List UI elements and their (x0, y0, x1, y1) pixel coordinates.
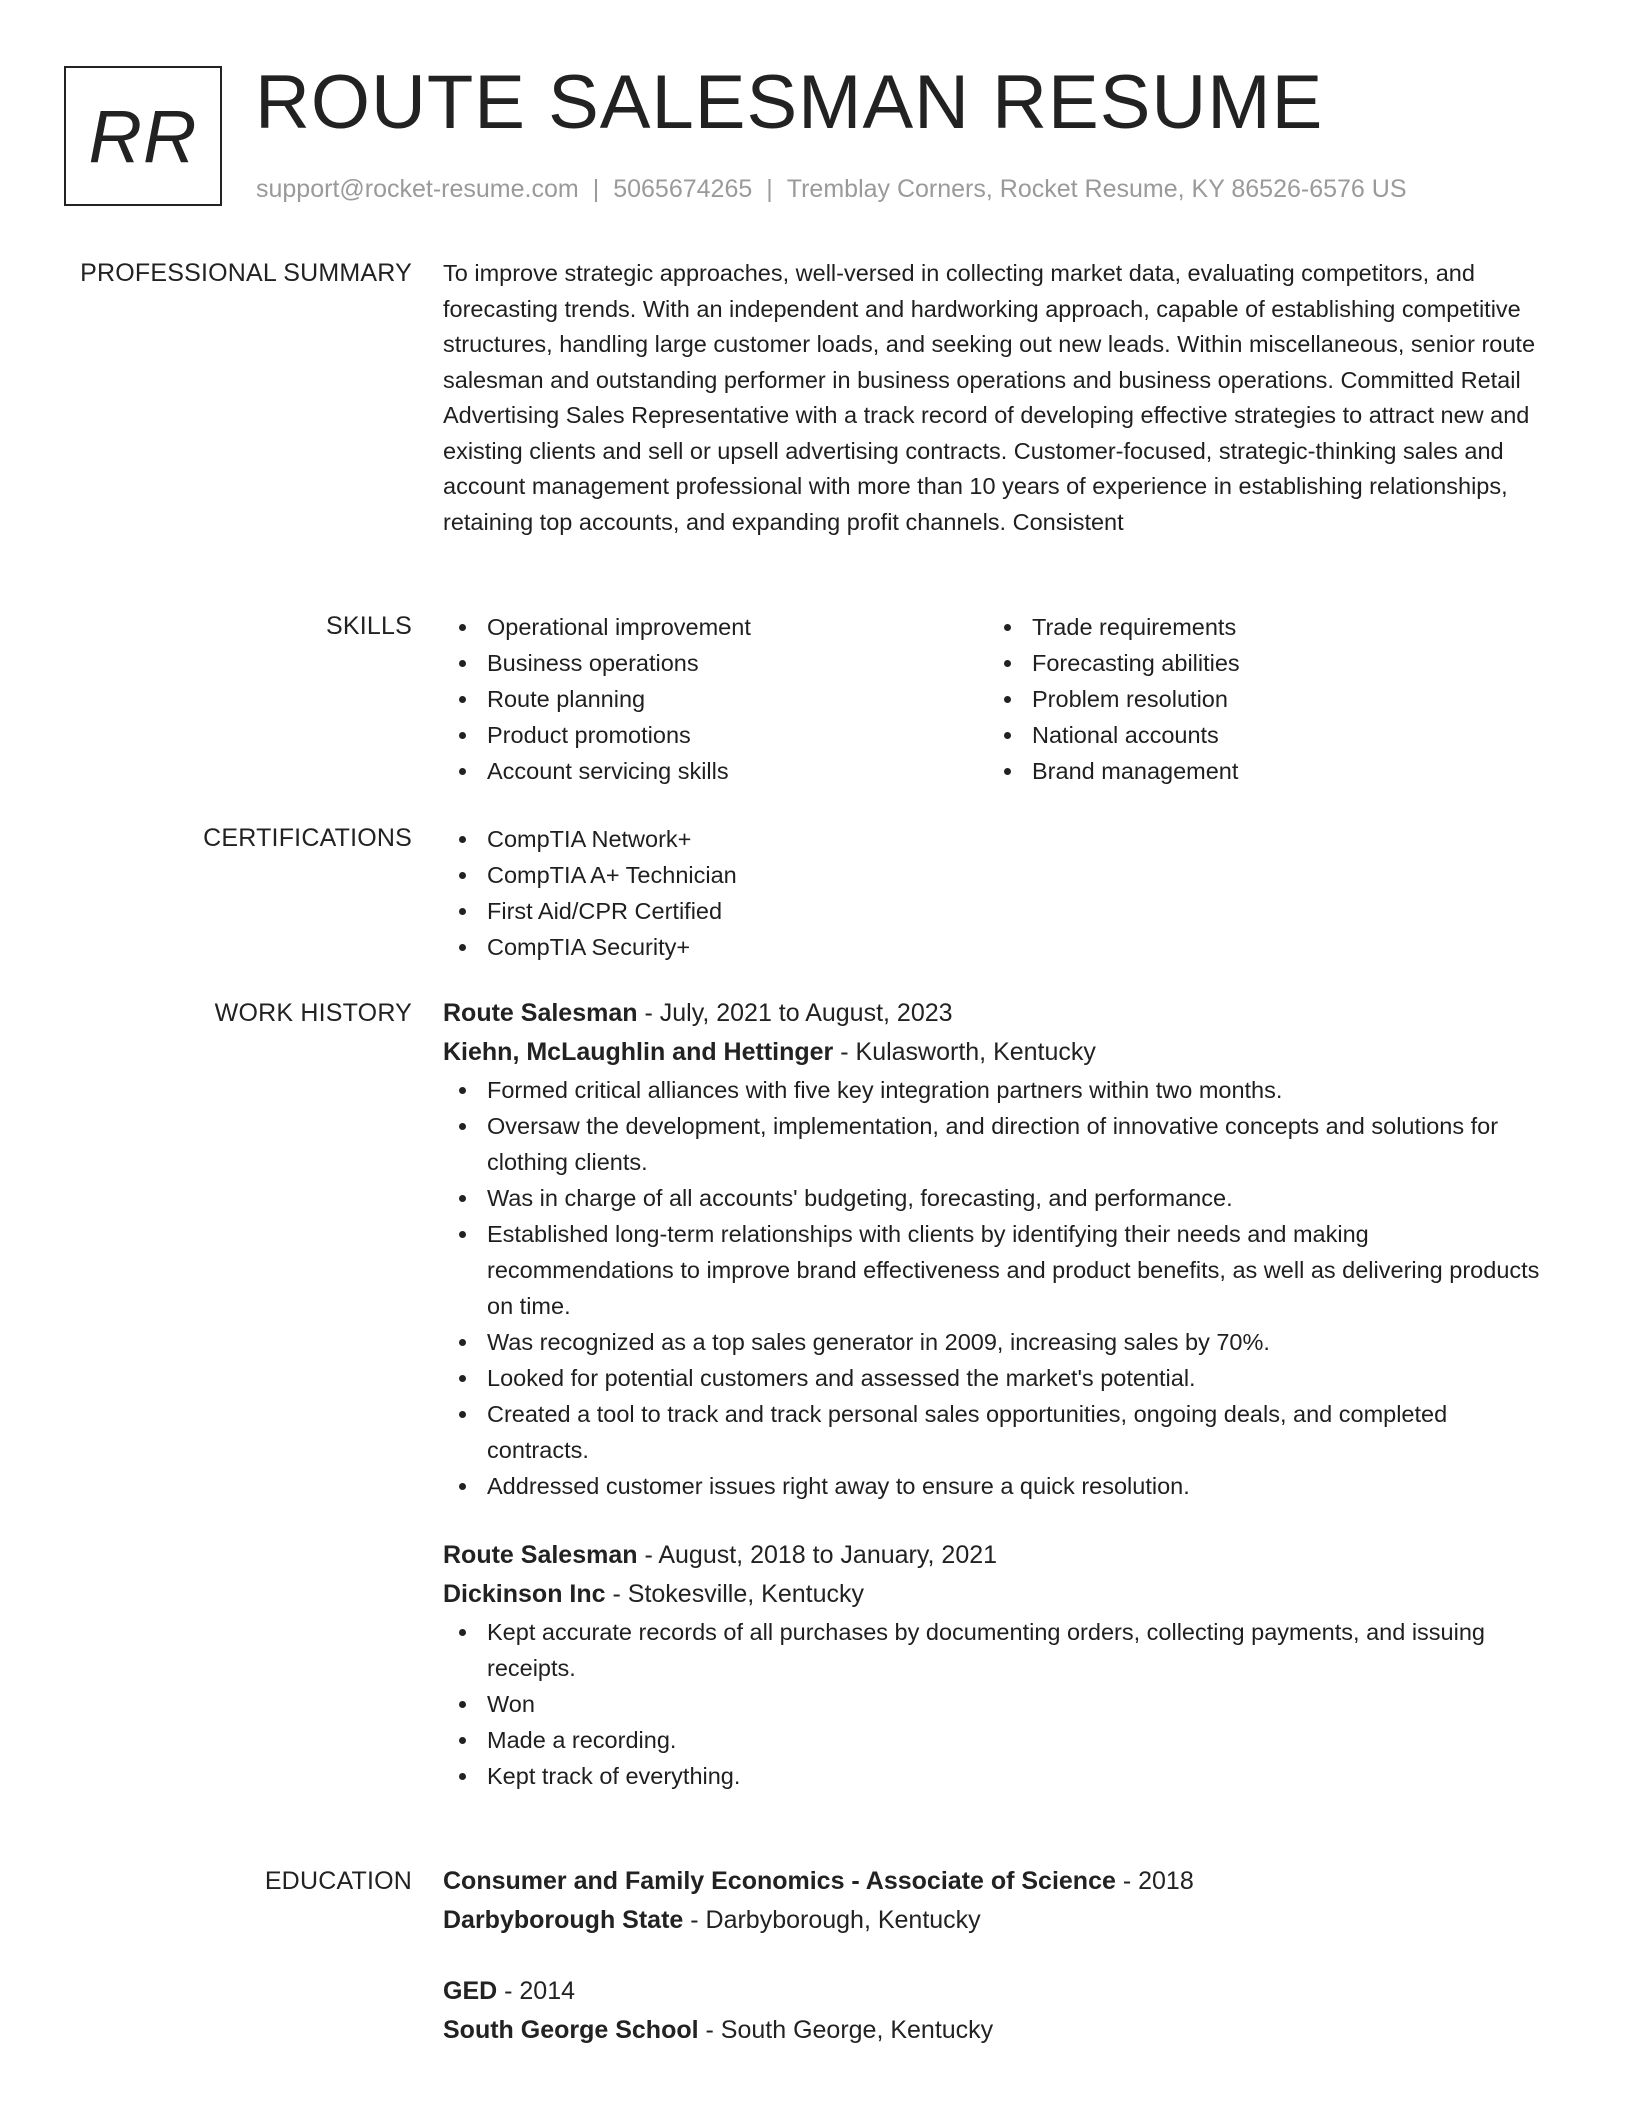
job-duty-item: Created a tool to track and track personal sales opportunities, ongoing deals, and completed contracts. (443, 1396, 1555, 1468)
job-duty-item: Kept track of everything. (443, 1758, 1555, 1794)
work-history-list (443, 994, 1555, 1794)
contact-separator: | (766, 175, 773, 203)
job-duties-list (443, 1614, 1555, 1794)
job-duty-item: Established long-term relationships with clients by identifying their needs and making recommendations to improve brand effectiveness and product benefits, as well as delivering products on time. (443, 1216, 1555, 1324)
job-duties-list (443, 1072, 1555, 1504)
contact-line (256, 172, 1407, 206)
school-line (443, 1901, 1555, 1940)
skill-item: National accounts (988, 717, 1533, 753)
skill-item: Forecasting abilities (988, 645, 1533, 681)
job-title-line (443, 994, 1555, 1033)
job-duty-item: Oversaw the development, implementation, and direction of innovative concepts and solutions for clothing clients. (443, 1108, 1555, 1180)
job-company-line (443, 1033, 1555, 1072)
job-location: - Stokesville, Kentucky (605, 1580, 864, 1608)
job-entry (443, 994, 1555, 1504)
skill-item: Business operations (443, 645, 988, 681)
job-duty-item: Was in charge of all accounts' budgeting, forecasting, and performance. (443, 1180, 1555, 1216)
job-duty-item: Was recognized as a top sales generator in 2009, increasing sales by 70%. (443, 1324, 1555, 1360)
education-entry (443, 1972, 1555, 2050)
contact-separator: | (592, 175, 600, 203)
monogram-logo: RR (64, 66, 222, 206)
job-location: - Kulasworth, Kentucky (833, 1038, 1096, 1066)
degree-year: - 2018 (1115, 1867, 1194, 1895)
school-name: Darbyborough State (443, 1906, 684, 1934)
skill-item: Problem resolution (988, 681, 1533, 717)
school-location: - Darbyborough, Kentucky (683, 1906, 981, 1934)
contact-phone: 5065674265 (613, 175, 753, 203)
skill-item: Brand management (988, 753, 1533, 789)
contact-email: support@rocket-resume.com (256, 175, 579, 203)
degree-line (443, 1972, 1555, 2011)
degree-name: Consumer and Family Economics - Associate of Science (443, 1867, 1116, 1895)
skills-heading: SKILLS (326, 612, 412, 640)
skill-item: Route planning (443, 681, 988, 717)
skills-list-left (443, 609, 988, 789)
skills-list-right (988, 609, 1533, 789)
certifications-heading: CERTIFICATIONS (203, 824, 412, 852)
job-title: Route Salesman (443, 1541, 638, 1569)
job-duty-item: Looked for potential customers and assessed the market's potential. (443, 1360, 1555, 1396)
school-name: South George School (443, 2016, 699, 2044)
job-duty-item: Made a recording. (443, 1722, 1555, 1758)
certification-item: First Aid/CPR Certified (443, 893, 1555, 929)
certification-item: CompTIA Network+ (443, 821, 1555, 857)
degree-year: - 2014 (497, 1977, 576, 2005)
job-company: Kiehn, McLaughlin and Hettinger (443, 1038, 834, 1066)
job-duty-item: Kept accurate records of all purchases by documenting orders, collecting payments, and issuing receipts. (443, 1614, 1555, 1686)
degree-name: GED (443, 1977, 498, 2005)
job-duty-item: Addressed customer issues right away to ensure a quick resolution. (443, 1468, 1555, 1504)
job-duty-item: Won (443, 1686, 1555, 1722)
job-dates: - July, 2021 to August, 2023 (637, 999, 953, 1027)
job-company-line (443, 1575, 1555, 1614)
skill-item: Account servicing skills (443, 753, 988, 789)
education-heading: EDUCATION (264, 1867, 412, 1895)
job-company: Dickinson Inc (443, 1580, 606, 1608)
skill-item: Operational improvement (443, 609, 988, 645)
certification-item: CompTIA A+ Technician (443, 857, 1555, 893)
work-history-heading: WORK HISTORY (214, 999, 412, 1027)
job-title-line (443, 1536, 1555, 1575)
school-line (443, 2011, 1555, 2050)
certifications-list (443, 821, 1555, 965)
school-location: - South George, Kentucky (698, 2016, 994, 2044)
job-dates: - August, 2018 to January, 2021 (637, 1541, 998, 1569)
job-title: Route Salesman (443, 999, 638, 1027)
job-duty-item: Formed critical alliances with five key integration partners within two months. (443, 1072, 1555, 1108)
skill-item: Trade requirements (988, 609, 1533, 645)
page-title: ROUTE SALESMAN RESUME (255, 60, 1324, 145)
summary-text: To improve strategic approaches, well-versed in collecting market data, evaluating competitors, and forecasting trends. With an independent and hardworking approach, capable of establishing competitive structures, handling large customer loads, and seeking out new leads. Within miscellaneous, senior route salesman and outstanding performer in business operations and business operations. Committed Retail Advertising Sales Representative with a track record of developing effective strategies to attract new and existing clients and sell or upsell advertising contracts. Customer-focused, strategic-thinking sales and account management professional with more than 10 years of experience in establishing relationships, retaining top accounts, and expanding profit channels. Consistent (443, 260, 1536, 535)
job-entry (443, 1536, 1555, 1794)
education-list (443, 1862, 1555, 2050)
degree-line (443, 1862, 1555, 1901)
summary-heading: PROFESSIONAL SUMMARY (80, 259, 412, 287)
contact-address: Tremblay Corners, Rocket Resume, KY 86526-6576 US (786, 175, 1407, 203)
skill-item: Product promotions (443, 717, 988, 753)
education-entry (443, 1862, 1555, 1940)
certification-item: CompTIA Security+ (443, 929, 1555, 965)
